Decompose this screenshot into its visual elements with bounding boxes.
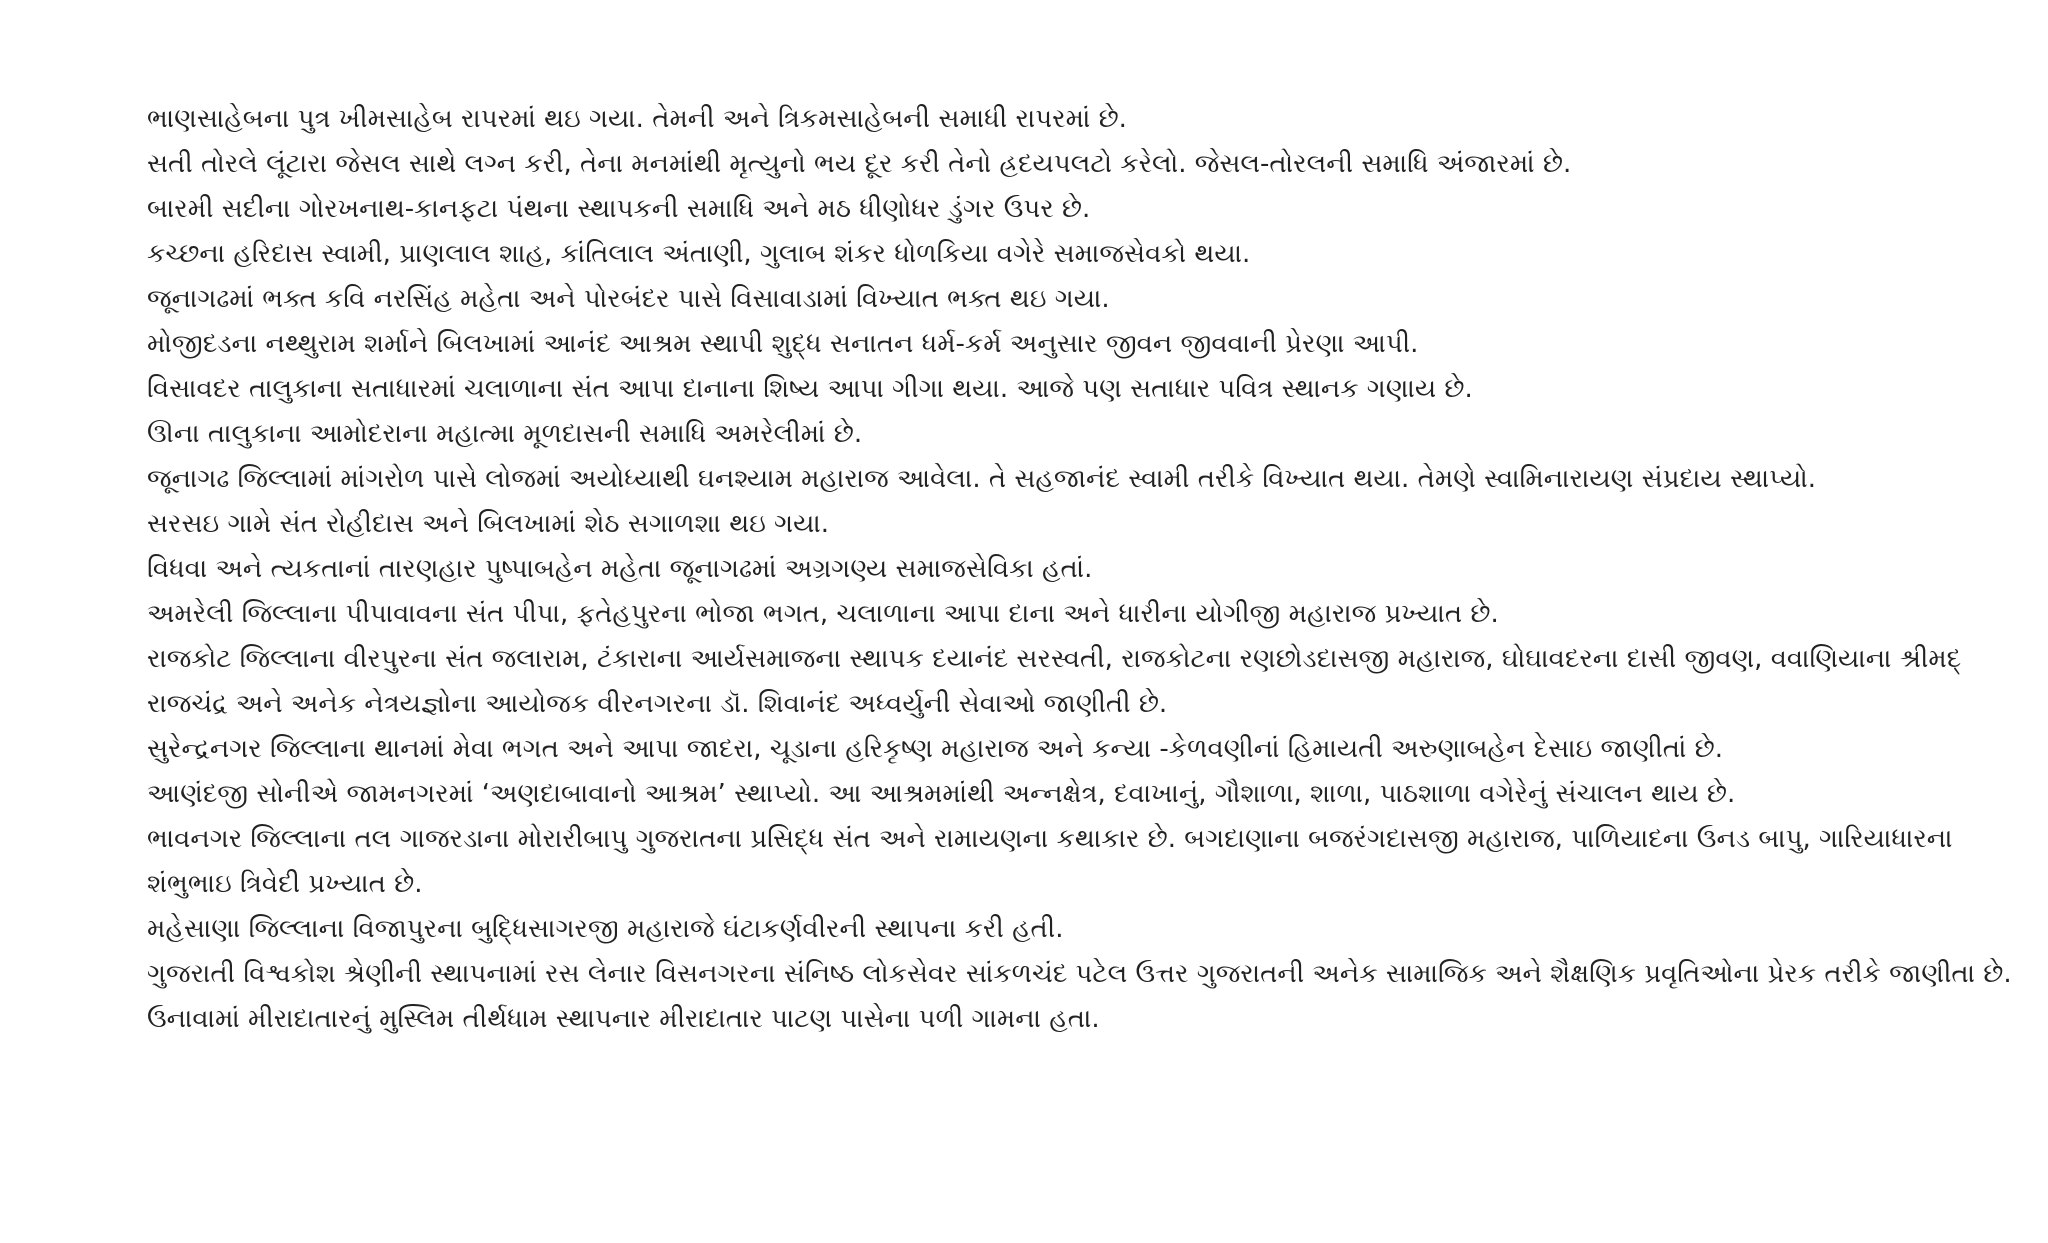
paragraph-11: વિધવા અને ત્યકતાનાં તારણહાર પુષ્પાબહેન મહેતા જૂનાગઢમાં અગ્રગણ્ય સમાજસેવિકા હતાં. <box>147 554 1093 584</box>
paragraph-5: જૂનાગઢમાં ભક્ત કવિ નરસિંહ મહેતા અને પોરબંદર પાસે વિસાવાડામાં વિખ્યાત ભક્ત થઇ ગયા. <box>147 284 1110 314</box>
paragraph-13: રાજકોટ જિલ્લાના વીરપુરના સંત જલારામ, ટંકારાના આર્યસમાજના સ્થાપક દયાનંદ સરસ્વતી, રાજકોટના રણછોડદાસજી મહારાજ, ઘોઘાવદરના દાસી જીવણ, વવાણિયાના શ્રીમદ્ રાજચંદ્ર અને અનેક નેત્રયજ્ઞોના આયોજક વીરનગરના ડૉ. શિવાનંદ અધ્વર્યુની સેવાઓ જાણીતી છે. <box>147 644 1962 719</box>
document-body <box>147 97 2027 1042</box>
paragraph-18: ગુજરાતી વિશ્વકોશ શ્રેણીની સ્થાપનામાં રસ લેનાર વિસનગરના સંનિષ્ઠ લોકસેવર સાંકળચંદ પટેલ ઉત્તર ગુજરાતની અનેક સામાજિક અને શૈક્ષણિક પ્રવૃતિઓના પ્રેરક તરીકે જાણીતા છે. <box>147 959 2012 989</box>
paragraph-16: ભાવનગર જિલ્લાના તલ ગાજરડાના મોરારીબાપુ ગુજરાતના પ્રસિદ્ધ સંત અને રામાયણના કથાકાર છે. બગદાણાના બજરંગદાસજી મહારાજ, પાળિયાદના ઉનડ બાપુ, ગારિયાધારના શંભુભાઇ ત્રિવેદી પ્રખ્યાત છે. <box>147 824 1953 899</box>
paragraph-14: સુરેન્દ્રનગર જિલ્લાના થાનમાં મેવા ભગત અને આપા જાદરા, ચૂડાના હરિકૃષ્ણ મહારાજ અને કન્યા -કેળવણીનાં હિમાયતી અરુણાબહેન દેસાઇ જાણીતાં છે. <box>147 734 1724 764</box>
paragraph-2: સતી તોરલે લૂંટારા જેસલ સાથે લગ્ન કરી, તેના મનમાંથી મૃત્યુનો ભય દૂર કરી તેનો હ્રદયપલટો કરેલો. જેસલ-તોરલની સમાધિ અંજારમાં છે. <box>147 149 1572 179</box>
paragraph-15: આણંદજી સોનીએ જામનગરમાં ‘અણદાબાવાનો આશ્રમ’ સ્થાપ્યો. આ આશ્રમમાંથી અન્નક્ષેત્ર, દવાખાનું, ગૌશાળા, શાળા, પાઠશાળા વગેરેનું સંચાલન થાય છે. <box>147 779 1736 809</box>
paragraph-7: વિસાવદર તાલુકાના સતાધારમાં ચલાળાના સંત આપા દાનાના શિષ્ય આપા ગીગા થયા. આજે પણ સતાધાર પવિત્ર સ્થાનક ગણાય છે. <box>147 374 1473 404</box>
paragraph-12: અમરેલી જિલ્લાના પીપાવાવના સંત પીપા, ફતેહપુરના ભોજા ભગત, ચલાળાના આપા દાના અને ધારીના યોગીજી મહારાજ પ્રખ્યાત છે. <box>147 599 1499 629</box>
paragraph-4: કચ્છના હરિદાસ સ્વામી, પ્રાણલાલ શાહ, કાંતિલાલ અંતાણી, ગુલાબ શંકર ધોળકિયા વગેરે સમાજસેવકો થયા. <box>147 239 1251 269</box>
paragraph-9: જૂનાગઢ જિલ્લામાં માંગરોળ પાસે લોજમાં અયોધ્યાથી ઘનશ્યામ મહારાજ આવેલા. તે સહજાનંદ સ્વામી તરીકે વિખ્યાત થયા. તેમણે સ્વામિનારાયણ સંપ્રદાય સ્થાપ્યો. <box>147 464 1817 494</box>
paragraph-3: બારમી સદીના ગોરખનાથ-કાનફટા પંથના સ્થાપકની સમાધિ અને મઠ ધીણોધર ડુંગર ઉપર છે. <box>147 194 1091 224</box>
paragraph-8: ઊના તાલુકાના આમોદરાના મહાત્મા મૂળદાસની સમાધિ અમરેલીમાં છે. <box>147 419 863 449</box>
paragraph-6: મોજીદડના નથ્થુરામ શર્માને બિલખામાં આનંદ આશ્રમ સ્થાપી શુદ્ધ સનાતન ધર્મ-કર્મ અનુસાર જીવન જીવવાની પ્રેરણા આપી. <box>147 329 1419 359</box>
paragraph-10: સરસઇ ગામે સંત રોહીદાસ અને બિલખામાં શેઠ સગાળશા થઇ ગયા. <box>147 509 830 539</box>
paragraph-1: ભાણસાહેબના પુત્ર ખીમસાહેબ રાપરમાં થઇ ગયા. તેમની અને ત્રિકમસાહેબની સમાધી રાપરમાં છે. <box>147 104 1127 134</box>
paragraph-19: ઉનાવામાં મીરાદાતારનું મુસ્લિમ તીર્થધામ સ્થાપનાર મીરાદાતાર પાટણ પાસેના પળી ગામના હતા. <box>147 1004 1100 1034</box>
paragraph-17: મહેસાણા જિલ્લાના વિજાપુરના બુદ્ધિસાગરજી મહારાજે ઘંટાકર્ણવીરની સ્થાપના કરી હતી. <box>147 914 1064 944</box>
